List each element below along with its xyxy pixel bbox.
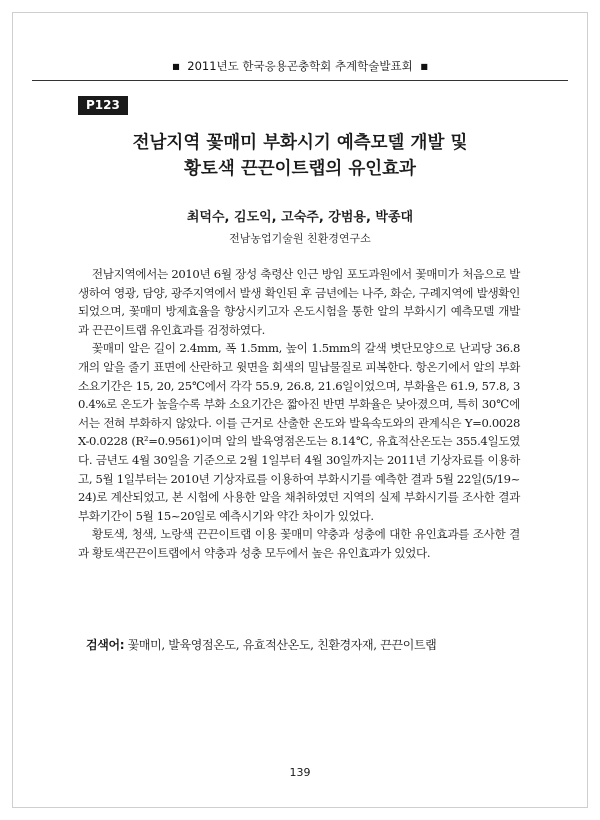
header-marker-left: ■ (172, 62, 180, 71)
abstract-body (78, 265, 520, 563)
running-header (32, 58, 568, 81)
abstract-paragraph-2: 꽃매미 알은 길이 2.4mm, 폭 1.5mm, 높이 1.5mm의 갈색 볏단모양으로 난괴당 36.8개의 알을 줄기 표면에 산란하고 윗면을 회색의 밀납물질로 피복한다. 항온기에서 알의 부화 소요기간은 15, 20, 25℃에서 각각 55.9, 26.8, 21.6일이었으며, 부화율은 61.9, 57.8, 30.4%로 온도가 높을수록 부화 소요기간은 짧아진 반면 부화율은 낮아졌으며, 특히 30℃에서는 전혀 부화하지 않았다. 이를 근거로 산출한 온도와 발육속도와의 관계식은 Y=0.0028X-0.0228 (R²=0.9561)이며 알의 발육영점온도는 8.14℃, 유효적산온도는 355.4일도였다. 금년도 4월 30일을 기준으로 2월 1일부터 4월 30일까지는 2011년 기상자료를 이용하고, 5월 1일부터는 2010년 기상자료를 이용하여 부화시기를 예측한 결과 5월 22일(5/19~24)로 계산되었고, 본 시험에 사용한 알을 채취하였던 지역의 실제 부화시기를 조사한 결과 부화기간이 5월 15~20일로 예측시기와 약간 차이가 있었다. (78, 341, 520, 523)
abstract-paragraph-1: 전남지역에서는 2010년 6월 장성 축령산 인근 방임 포도과원에서 꽃매미가 처음으로 발생하여 영광, 담양, 광주지역에서 발생 확인된 후 금년에는 나주, 화순, 구례지역에 발생확인 되었으며, 꽃매미 방제효율을 향상시키고자 온도시험을 통한 알의 부화시기 예측모델 개발과 끈끈이트랩 유인효과를 검정하였다. (78, 267, 520, 337)
title-line-2: 황토색 끈끈이트랩의 유인효과 (184, 159, 416, 179)
affiliation: 전남농업기술원 친환경연구소 (229, 232, 371, 245)
header-marker-right: ■ (420, 62, 428, 71)
keywords-label: 검색어: (86, 638, 125, 652)
author-list: 최덕수, 김도익, 고숙주, 강범용, 박종대 (186, 210, 414, 225)
keywords (86, 636, 524, 654)
keywords-list: 꽃매미, 발육영점온도, 유효적산온도, 친환경자재, 끈끈이트랩 (127, 638, 437, 652)
paper-title (60, 130, 540, 182)
header-text: 2011년도 한국응용곤충학회 추계학술발표회 (187, 59, 413, 73)
poster-id-badge: P123 (78, 96, 128, 115)
abstract-paragraph-3: 황토색, 청색, 노랑색 끈끈이트랩 이용 꽃매미 약충과 성충에 대한 유인효과를 조사한 결과 황토색끈끈이트랩에서 약충과 성충 모두에서 높은 유인효과가 있었다. (78, 527, 520, 560)
page-number: 139 (289, 766, 311, 779)
title-line-1: 전남지역 꽃매미 부화시기 예측모델 개발 및 (132, 133, 468, 153)
